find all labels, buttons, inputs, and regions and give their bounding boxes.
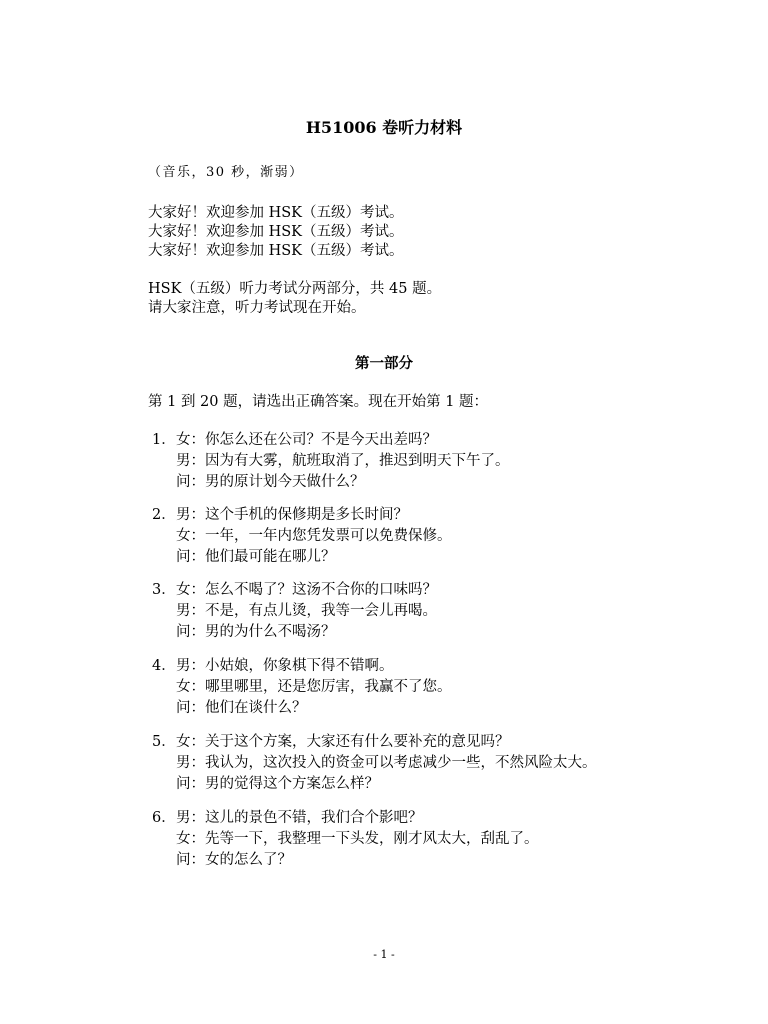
question-prompt: 问：男的原计划今天做什么？	[176, 474, 365, 490]
dialogue-line: 男：小姑娘，你象棋下得不错啊。	[176, 658, 394, 674]
dialogue-line: 男：不是，有点儿烫，我等一会儿再喝。	[176, 603, 437, 619]
dialogue-line: 女：你怎么还在公司？不是今天出差吗？	[176, 432, 437, 448]
question-number: 2．	[152, 507, 176, 523]
section-title: 第一部分	[355, 355, 413, 372]
question-item	[148, 732, 748, 795]
dialogue-line: 女：一年，一年内您凭发票可以免费保修。	[176, 528, 452, 544]
question-prompt: 问：他们最可能在哪儿？	[176, 549, 336, 565]
question-number: 6．	[152, 810, 176, 826]
question-prompt: 问：他们在谈什么？	[176, 700, 307, 716]
question-item	[148, 580, 748, 643]
dialogue-line: 男：我认为，这次投入的资金可以考虑减少一些，不然风险太大。	[176, 755, 597, 771]
question-prompt: 问：男的觉得这个方案怎么样？	[176, 776, 379, 792]
question-item	[148, 430, 748, 493]
instruction-line: 第 1 到 20 题，请选出正确答案。现在开始第 1 题：	[148, 394, 489, 410]
question-number: 1．	[152, 432, 176, 448]
info-line: 请大家注意，听力考试现在开始。	[148, 300, 366, 316]
question-prompt: 问：女的怎么了？	[176, 852, 292, 868]
question-item	[148, 505, 748, 568]
dialogue-line: 男：这个手机的保修期是多长时间？	[176, 507, 408, 523]
dialogue-line: 男：这儿的景色不错，我们合个影吧？	[176, 810, 423, 826]
question-prompt: 问：男的为什么不喝汤？	[176, 624, 336, 640]
page-number: - 1 -	[373, 948, 395, 961]
question-number: 3．	[152, 582, 176, 598]
greeting-line: 大家好！欢迎参加 HSK（五级）考试。	[148, 243, 404, 259]
dialogue-line: 女：怎么不喝了？这汤不合你的口味吗？	[176, 582, 437, 598]
document-title: H51006 卷听力材料	[305, 118, 463, 137]
intro-note: （音乐，30 秒，渐弱）	[148, 165, 304, 180]
dialogue-line: 女：关于这个方案，大家还有什么要补充的意见吗？	[176, 734, 510, 750]
greeting-line: 大家好！欢迎参加 HSK（五级）考试。	[148, 205, 404, 221]
question-item	[148, 808, 748, 871]
greeting-line: 大家好！欢迎参加 HSK（五级）考试。	[148, 224, 404, 240]
question-number: 4．	[152, 658, 176, 674]
dialogue-line: 女：先等一下，我整理一下头发，刚才风太大，刮乱了。	[176, 831, 539, 847]
dialogue-line: 女：哪里哪里，还是您厉害，我赢不了您。	[176, 679, 452, 695]
question-item	[148, 656, 748, 719]
dialogue-line: 男：因为有大雾，航班取消了，推迟到明天下午了。	[176, 453, 510, 469]
info-line: HSK（五级）听力考试分两部分，共 45 题。	[148, 281, 442, 297]
question-number: 5．	[152, 734, 176, 750]
